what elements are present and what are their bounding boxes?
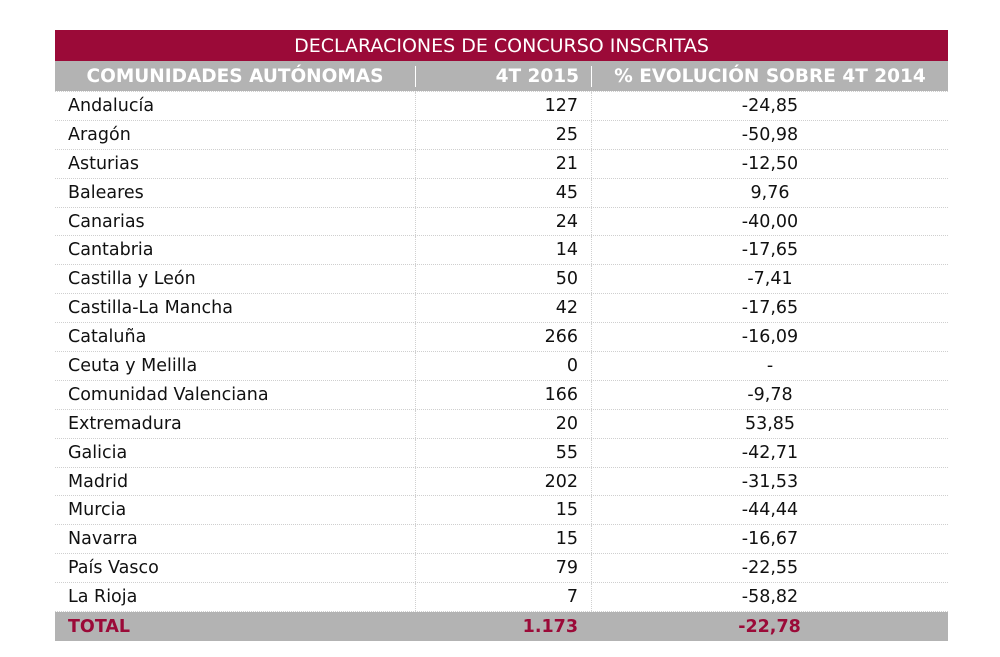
table-row: [55, 236, 948, 265]
cell-4t-2015: 127: [415, 92, 591, 120]
cell-evolucion: -7,41: [591, 265, 948, 293]
cell-evolucion: -24,85: [591, 92, 948, 120]
cell-evolucion: -50,98: [591, 121, 948, 149]
cell-4t-2015: 79: [415, 554, 591, 582]
cell-evolucion: -9,78: [591, 381, 948, 409]
cell-4t-2015: 55: [415, 439, 591, 467]
cell-4t-2015: 25: [415, 121, 591, 149]
cell-4t-2015: 7: [415, 583, 591, 611]
cell-comunidad: Cantabria: [68, 240, 154, 261]
cell-evolucion: -17,65: [591, 294, 948, 322]
cell-comunidad: Cataluña: [68, 327, 147, 348]
cell-4t-2015: 266: [415, 323, 591, 351]
cell-comunidad: Andalucía: [68, 95, 155, 116]
table-row: [55, 468, 948, 497]
table-row: [55, 179, 948, 208]
cell-4t-2015: 42: [415, 294, 591, 322]
total-4t-2015: 1.173: [522, 616, 578, 637]
cell-evolucion: -58,82: [591, 583, 948, 611]
cell-comunidad: Castilla-La Mancha: [68, 298, 233, 319]
cell-4t-2015: 166: [415, 381, 591, 409]
cell-4t-2015: 14: [415, 236, 591, 264]
cell-4t-2015: 15: [415, 525, 591, 553]
header-4t-2015: 4T 2015: [415, 66, 591, 87]
cell-evolucion: -40,00: [591, 208, 948, 236]
table-row: [55, 265, 948, 294]
table-row: [55, 410, 948, 439]
cell-comunidad: Canarias: [68, 211, 145, 232]
cell-comunidad: Navarra: [68, 529, 138, 550]
cell-comunidad: Castilla y León: [68, 269, 196, 290]
cell-4t-2015: 0: [415, 352, 591, 380]
table-title: [55, 30, 948, 61]
table-row: [55, 208, 948, 237]
cell-4t-2015: 20: [415, 410, 591, 438]
cell-comunidad: Aragón: [68, 124, 131, 145]
table-row: [55, 583, 948, 612]
table-body: [55, 91, 948, 612]
total-evolucion: -22,78: [738, 616, 801, 637]
cell-evolucion: 9,76: [591, 179, 948, 207]
cell-evolucion: -44,44: [591, 496, 948, 524]
table-row: [55, 381, 948, 410]
concurso-table: [55, 30, 948, 641]
cell-4t-2015: 21: [415, 150, 591, 178]
table-row: [55, 525, 948, 554]
cell-evolucion: -42,71: [591, 439, 948, 467]
cell-evolucion: -12,50: [591, 150, 948, 178]
cell-4t-2015: 202: [415, 468, 591, 496]
header-row: [55, 61, 948, 91]
total-row: [55, 612, 948, 641]
table-row: [55, 323, 948, 352]
table-row: [55, 439, 948, 468]
cell-evolucion: 53,85: [591, 410, 948, 438]
table-row: [55, 554, 948, 583]
cell-comunidad: Madrid: [68, 471, 129, 492]
table-row: [55, 150, 948, 179]
cell-evolucion: -22,55: [591, 554, 948, 582]
table-row: [55, 496, 948, 525]
cell-evolucion: -17,65: [591, 236, 948, 264]
cell-4t-2015: 50: [415, 265, 591, 293]
cell-4t-2015: 24: [415, 208, 591, 236]
cell-comunidad: Baleares: [68, 182, 144, 203]
table-row: [55, 92, 948, 121]
cell-evolucion: -: [591, 352, 948, 380]
cell-comunidad: Comunidad Valenciana: [68, 384, 269, 405]
cell-comunidad: Galicia: [68, 442, 128, 463]
cell-comunidad: Extremadura: [68, 413, 182, 434]
table-row: [55, 352, 948, 381]
cell-evolucion: -16,09: [591, 323, 948, 351]
cell-4t-2015: 45: [415, 179, 591, 207]
total-label: TOTAL: [68, 616, 131, 637]
header-evolucion: % EVOLUCIÓN SOBRE 4T 2014: [591, 66, 948, 87]
cell-comunidad: Ceuta y Melilla: [68, 355, 198, 376]
cell-comunidad: País Vasco: [68, 558, 159, 579]
cell-4t-2015: 15: [415, 496, 591, 524]
cell-comunidad: La Rioja: [68, 587, 138, 608]
table-row: [55, 121, 948, 150]
table-title-text: DECLARACIONES DE CONCURSO INSCRITAS: [294, 34, 709, 57]
cell-comunidad: Asturias: [68, 153, 139, 174]
cell-evolucion: -31,53: [591, 468, 948, 496]
cell-comunidad: Murcia: [68, 500, 127, 521]
cell-evolucion: -16,67: [591, 525, 948, 553]
table-row: [55, 294, 948, 323]
header-comunidades: COMUNIDADES AUTÓNOMAS: [86, 65, 384, 87]
